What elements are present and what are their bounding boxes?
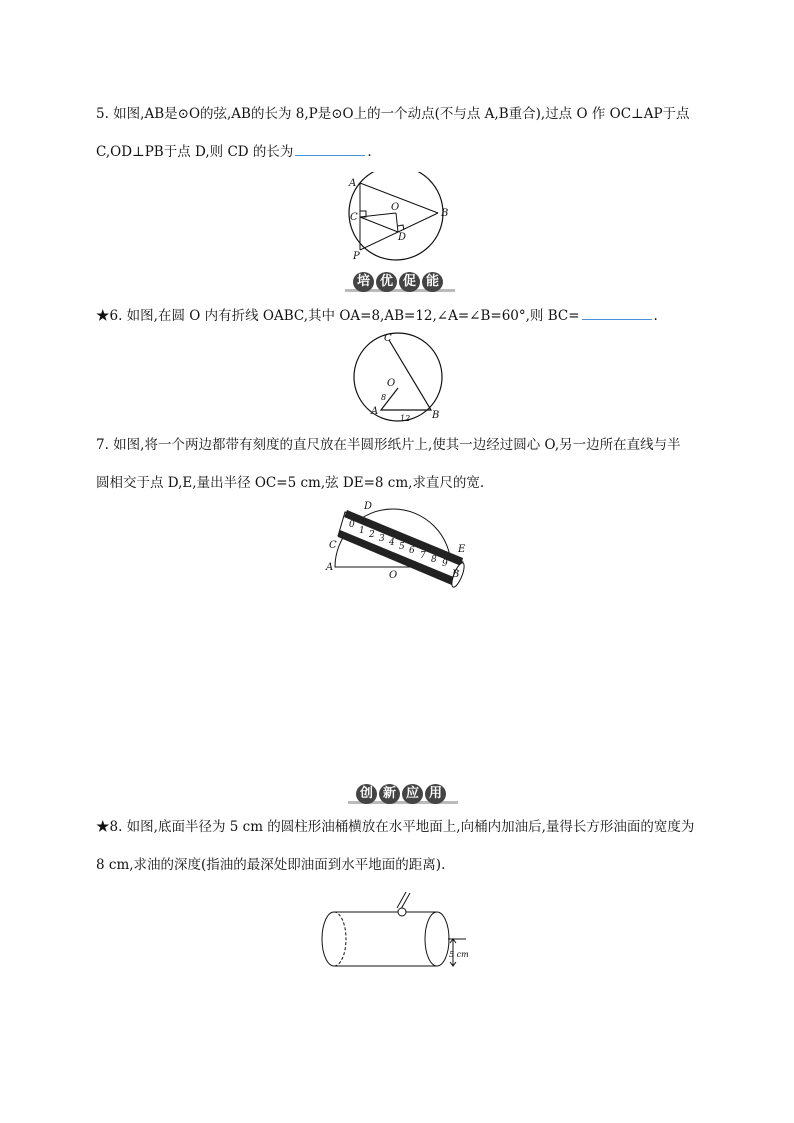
q6-text: ★6. 如图,在圆 O 内有折线 OABC,其中 OA=8,AB=12,∠A=∠B=60°,则 BC=: [96, 308, 580, 324]
q6-length-12: 12: [400, 414, 411, 423]
q5-label-C: C: [350, 212, 358, 223]
banner1-char: 能: [422, 272, 443, 292]
q7-label-C: C: [329, 540, 337, 551]
q6-length-8: 8: [381, 393, 387, 402]
banner1-char: 优: [376, 272, 397, 292]
q7-line2: 圆相交于点 D,E,量出半径 OC=5 cm,弦 DE=8 cm,求直尺的宽.: [96, 475, 485, 491]
q5-line1: 5. 如图,AB是⊙O的弦,AB的长为 8,P是⊙O上的一个动点(不与点 A,B重合),过点 O 作 OC⊥AP于点: [96, 106, 690, 122]
q7-line1: 7. 如图,将一个两边都带有刻度的直尺放在半圆形纸片上,使其一边经过圆心 O,另一边所在直线与半: [96, 437, 681, 453]
q5-label-B: B: [441, 208, 449, 219]
q6-end: .: [653, 308, 658, 324]
banner2-char: 新: [379, 784, 400, 804]
q5-label-O: O: [391, 202, 400, 213]
q8-figure: [318, 885, 478, 973]
q5-figure: [340, 172, 460, 264]
question-5: [96, 95, 706, 171]
q8-line2: 8 cm,求油的深度(指油的最深处即油面到水平地面的距离).: [96, 857, 446, 873]
q7-figure: [325, 500, 475, 592]
q5-label-A: A: [349, 178, 357, 189]
q7-label-E: E: [458, 544, 466, 555]
q6-label-C: C: [384, 333, 392, 344]
q7-label-B: B: [452, 569, 460, 580]
banner2-char: 应: [402, 784, 423, 804]
banner1-char: 促: [399, 272, 420, 292]
q7-tick: 9: [442, 559, 448, 569]
q7-tick: 7: [420, 551, 426, 561]
q5-end: .: [367, 144, 372, 160]
question-8: [96, 808, 706, 884]
q7-tick: 1: [359, 526, 365, 536]
q7-label-D: D: [364, 501, 373, 512]
q7-tick: 6: [409, 546, 415, 556]
q5-label-D: D: [398, 232, 407, 243]
banner2-char: 创: [356, 784, 377, 804]
q6-label-B: B: [432, 410, 440, 421]
q6-answer-blank[interactable]: [582, 305, 652, 320]
q5-line2: [96, 133, 706, 171]
q7-tick: 2: [369, 530, 375, 540]
q6-label-O: O: [387, 378, 396, 389]
q6-figure: [350, 330, 450, 426]
q7-tick: 5: [399, 542, 405, 552]
q5-answer-blank[interactable]: [295, 141, 365, 156]
q5-line2-text: C,OD⊥PB于点 D,则 CD 的长为: [96, 144, 294, 160]
section-banner-1: [345, 272, 455, 294]
q5-label-P: P: [353, 251, 360, 262]
q7-tick: 4: [389, 538, 395, 548]
q7-tick: 3: [379, 534, 385, 544]
q8-radius-label: 5 cm: [449, 950, 469, 959]
q8-line1: ★8. 如图,底面半径为 5 cm 的圆柱形油桶横放在水平地面上,向桶内加油后,量得长方形油面的宽度为: [96, 819, 695, 835]
q7-tick: 0: [349, 520, 355, 530]
section-banner-2: [348, 784, 458, 806]
question-7: [96, 426, 706, 502]
q6-label-A: A: [371, 406, 379, 417]
q7-label-O: O: [389, 570, 398, 581]
banner2-char: 用: [425, 784, 446, 804]
banner1-char: 培: [353, 272, 374, 292]
q7-tick: 8: [431, 555, 437, 565]
q7-label-A: A: [326, 562, 334, 573]
